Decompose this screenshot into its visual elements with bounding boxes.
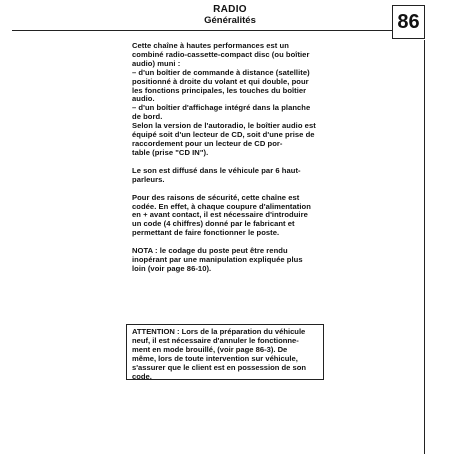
attention-box: [126, 324, 324, 380]
bullet-display-unit: – d'un boîtier d'affichage intégré dans la planche de bord.: [132, 103, 311, 122]
page-number: 86: [392, 5, 425, 39]
header-rule: [12, 30, 392, 31]
intro-paragraph: Cette chaîne à hautes performances est un combiné radio-cassette-compact disc (ou boîtier audio) muni :: [132, 41, 310, 68]
attention-text: Lors de la préparation du véhicule neuf, il est nécessaire d'annuler le fonctionne- ment en mode brouillé, (voir page 86-3). De même, lors de toute intervention sur véhicule, s'assurer que le client est en possession de son code.: [132, 327, 306, 381]
page-subtitle: Généralités: [204, 15, 256, 26]
header-title-block: [12, 4, 448, 26]
nota-paragraph: [132, 247, 322, 274]
speakers-paragraph: Le son est diffusé dans le véhicule par 6 haut- parleurs.: [132, 165, 301, 184]
bullet-remote-control: – d'un boîtier de commande à distance (satellite) positionné à droite du volant et qui double, pour les fonctions principales, les touches du boîtier audio.: [132, 67, 310, 104]
nota-label: NOTA :: [132, 246, 158, 256]
attention-label: ATTENTION :: [132, 327, 180, 336]
nota-text: le codage du poste peut être rendu inopérant par une manipulation expliquée plus loin (voir page 86-10).: [132, 246, 303, 273]
document-body: [132, 42, 322, 283]
security-paragraph: Pour des raisons de sécurité, cette chaîne est codée. En effet, à chaque coupure d'alimentation en + avant contact, il est nécessaire d'introduire un code (4 chiffres) donné par le fabricant et permettant de faire fonctionner le poste.: [132, 192, 311, 238]
right-margin-rule: [424, 40, 425, 454]
version-paragraph: Selon la version de l'autoradio, le boîtier audio est équipé soit d'un lecteur de CD, soit d'une prise de raccordement pour un lecteur de CD por- table (prise "CD IN").: [132, 121, 316, 157]
page-title: RADIO: [213, 4, 247, 15]
